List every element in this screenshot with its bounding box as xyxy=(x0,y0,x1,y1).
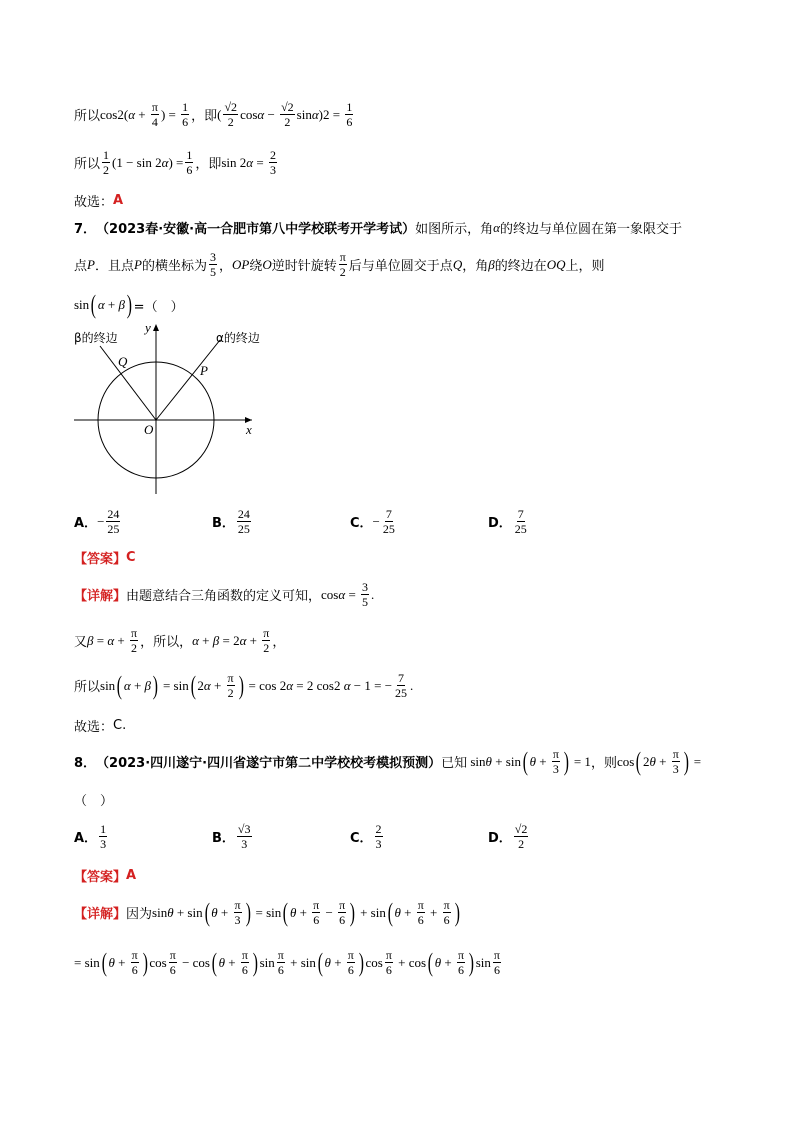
q7-detail-line2: 又 β = α + $\frac{\pi}{2}$ ，所以， α + β = 2 α + $\frac{\pi}{2}$ ， xyxy=(74,626,286,655)
label-P: P xyxy=(200,363,208,378)
q7-stem-line1: 7． （2023春·安徽·高一合肥市第八中学校联考开学考试） 如图所示，角 α 的终边与单位圆在第一象限交于 xyxy=(74,219,682,237)
q7-detail-line1: 【详解】 由题意结合三角函数的定义可知， cos α = $\frac{3}{5}$ . xyxy=(74,580,375,609)
label-O: O xyxy=(144,422,154,437)
label-y: y xyxy=(145,320,151,335)
q7-options xyxy=(74,507,674,539)
line-cos-squared: 所以 cos 2 ( α + $\frac{\pi}{4}$ ) = $\frac{1}{6}$ ，即 ( $\frac{√2}{2}$ cos α − $\frac{√2}{2}$ sin α ) 2 = $\frac{1}{6}$ xyxy=(74,100,353,129)
q7-stem-line2: 点 P ．且点 P 的横坐标为 $\frac{3}{5}$ ， OP 绕 O 逆时针旋转 $\frac{\pi}{2}$ 后与单位圆交于点 Q ，角 β 的终边在 OQ 上，则 xyxy=(74,250,605,279)
unit-circle-figure xyxy=(70,318,290,498)
label-x: x xyxy=(246,422,252,437)
q8-detail-line1: 【详解】 因为 sin θ + sin ( θ + $\frac{\pi}{3}$ ) = sin ( θ + $\frac{\pi}{6}$ − $\frac{\pi}{6}$ ) + sin ( θ + $\frac{\pi}{6}$ + $\frac{\pi}{6}$ ) xyxy=(74,897,460,927)
q7-answer: 【答案】 C xyxy=(74,550,136,567)
q7-option-d[interactable]: D． $\frac{7}{25}$ xyxy=(488,507,527,536)
line-sin2a: 所以 $\frac{1}{2}$ (1 − sin 2 α ) = $\frac{1}{6}$ ，即 sin 2 α = $\frac{2}{3}$ xyxy=(74,148,276,177)
q8-option-b[interactable]: B． $\frac{√3}{3}$ xyxy=(212,822,251,851)
q8-option-d[interactable]: D． $\frac{√2}{2}$ xyxy=(488,822,528,851)
q8-option-a[interactable]: A． $\frac{1}{3}$ xyxy=(74,822,107,851)
q8-options xyxy=(74,822,674,856)
q7-option-b[interactable]: B． $\frac{24}{25}$ xyxy=(212,507,250,536)
q7-option-c[interactable]: C． − $\frac{7}{25}$ xyxy=(350,507,395,536)
label-alpha-side: α的终边 xyxy=(216,331,260,345)
q8-stem-line2: （ ） xyxy=(74,794,114,809)
q7-stem-line3: sin ( α + β ) =（ ） xyxy=(74,290,184,319)
q8-detail-line2: = sin ( θ + $\frac{\pi}{6}$ ) cos $\frac{\pi}{6}$ − cos ( θ + $\frac{\pi}{6}$ ) sin $\frac{\pi}{6}$ + sin ( θ + $\frac{\pi}{6}$ ) cos $\frac{\pi}{6}$ + cos ( θ + $\frac{\pi}{6}$ ) sin $\frac{\pi}{6}$ xyxy=(74,947,500,977)
label-Q: Q xyxy=(118,354,128,369)
beta-terminal-side xyxy=(100,346,156,420)
q7-option-a[interactable]: A． − $\frac{24}{25}$ xyxy=(74,507,120,536)
q8-stem-line1: 8． （2023·四川遂宁·四川省遂宁市第二中学校校考模拟预测） 已知 sin θ + sin ( θ + $\frac{\pi}{3}$ ) = 1 ，则 cos ( 2 θ + $\frac{\pi}{3}$ ) = xyxy=(74,746,702,776)
q8-answer: 【答案】 A xyxy=(74,868,137,885)
alpha-terminal-side xyxy=(156,340,220,420)
q7-final: 故选： C. xyxy=(74,718,127,735)
label-beta-side: β的终边 xyxy=(74,331,118,345)
q8-option-c[interactable]: C． $\frac{2}{3}$ xyxy=(350,822,382,851)
q7-detail-line3: 所以 sin ( α + β ) = sin ( 2 α + $\frac{\pi}{2}$ ) = cos 2 α = 2 cos 2 α − 1 = − $\frac{7}{25}$ . xyxy=(74,670,414,700)
prev-answer: 故选： A xyxy=(74,193,124,210)
